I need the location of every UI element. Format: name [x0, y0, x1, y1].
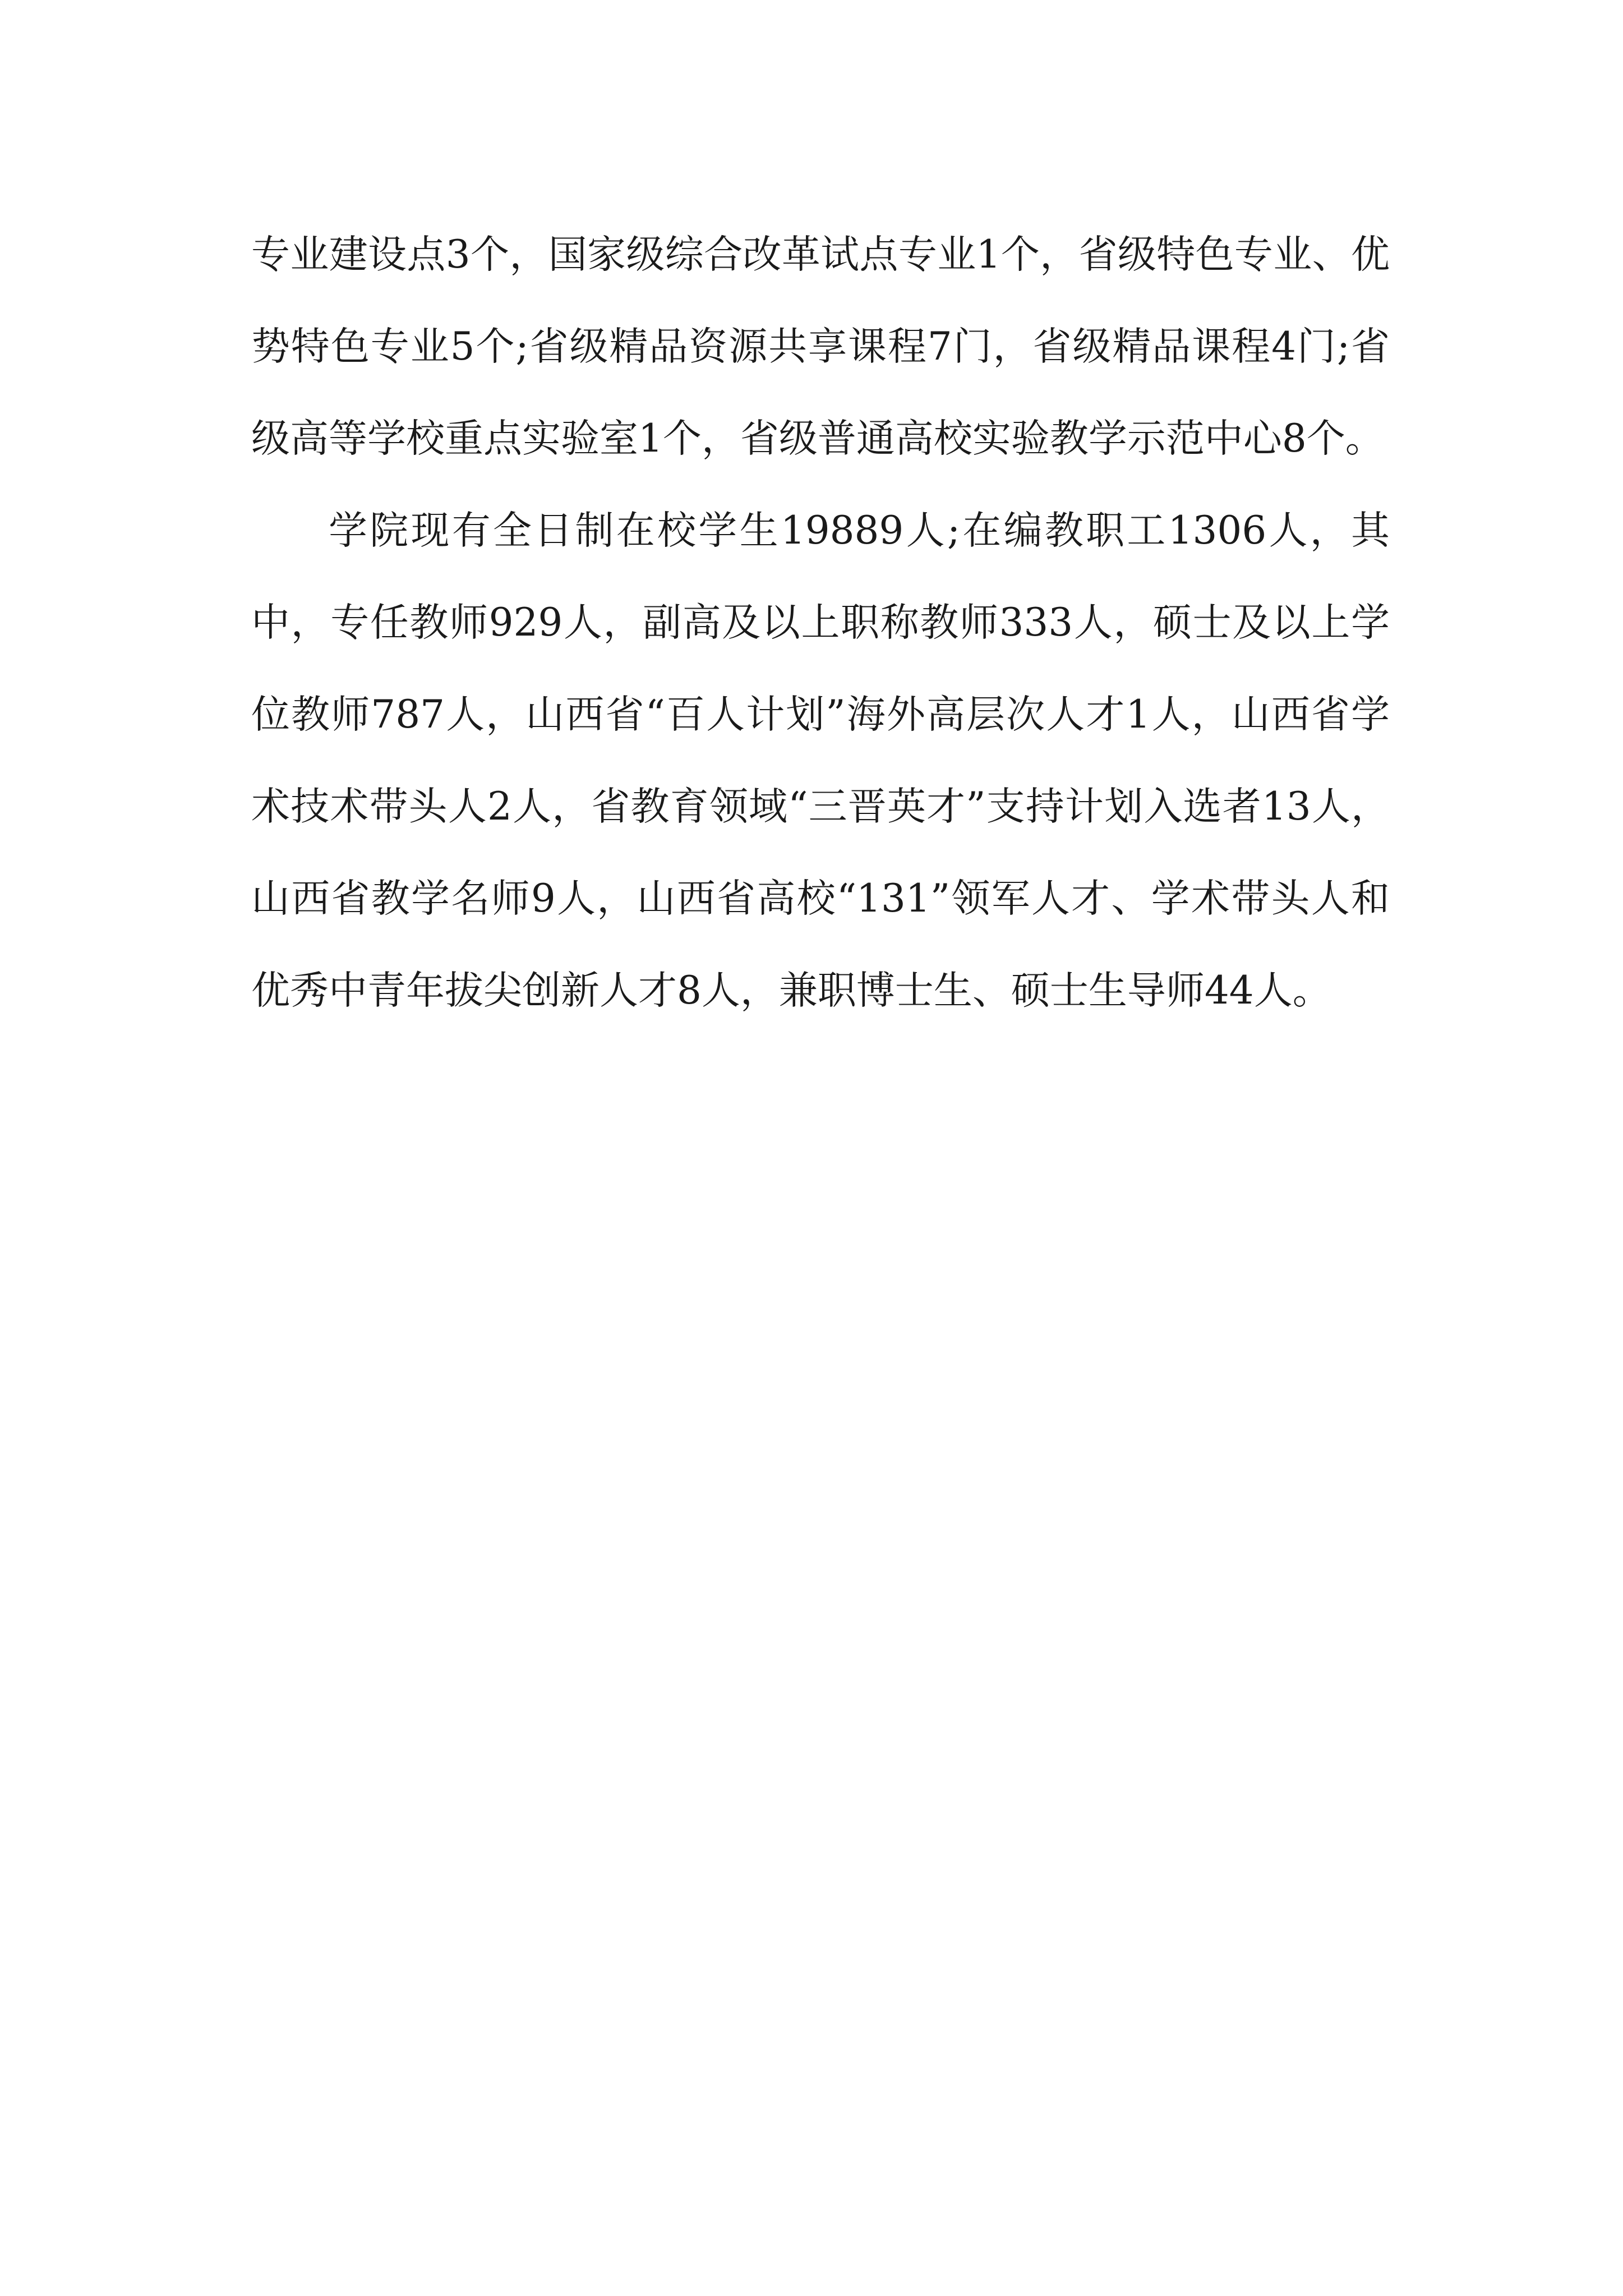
paragraph-program-construction: 专业建设点3个，国家级综合改革试点专业1个，省级特色专业、优势特色专业5个;省级精品资源共享课程7门，省级精品课程4门;省级高等学校重点实验室1个，省级普通高校实验教学示范中心8个。 — [251, 232, 1390, 461]
body-text — [251, 209, 1390, 1037]
paragraph-students-and-faculty: 学院现有全日制在校学生19889人;在编教职工1306人，其中，专任教师929人，副高及以上职称教师333人，硕士及以上学位教师787人，山西省“百人计划”海外高层次人才1人，山西省学术技术带头人2人，省教育领域“三晋英才”支持计划入选者13人，山西省教学名师9人，山西省高校“131”领军人才、学术带头人和优秀中青年拔尖创新人才8人，兼职博士生、硕士生导师44人。 — [251, 508, 1390, 1013]
